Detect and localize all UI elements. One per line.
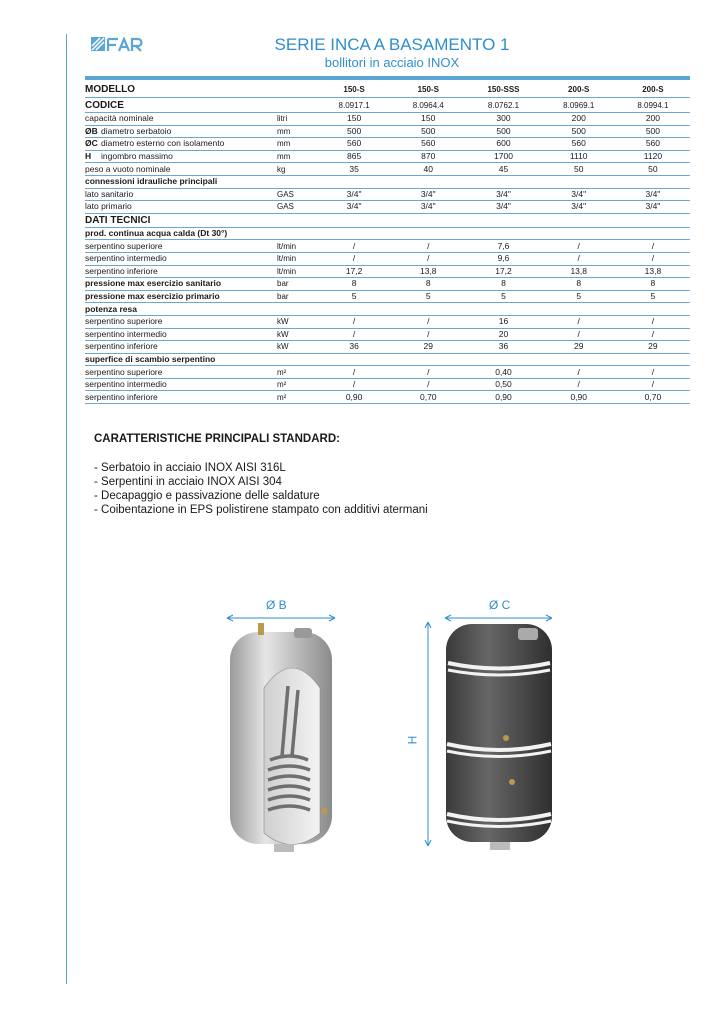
cell-value: 8	[616, 278, 690, 291]
row-label: capacità nominale	[85, 113, 277, 126]
section-row	[85, 227, 690, 240]
row-label: serpentino inferiore	[85, 341, 277, 354]
row-unit: kW	[277, 315, 317, 328]
cell-value: 560	[616, 138, 690, 151]
table-row	[85, 201, 690, 214]
table-row	[85, 240, 690, 253]
section-label: potenza resa	[85, 303, 277, 316]
spec-table	[85, 81, 690, 404]
table-row	[85, 315, 690, 328]
model-code: 8.0969.1	[542, 98, 616, 113]
model-name: 200-S	[542, 81, 616, 98]
cell-value: 20	[465, 328, 541, 341]
cell-value: 865	[317, 150, 391, 163]
cell-value: 1700	[465, 150, 541, 163]
cell-value: /	[616, 315, 690, 328]
cell-value: /	[391, 366, 465, 379]
cell-value: 150	[391, 113, 465, 126]
row-unit: lt/min	[277, 252, 317, 265]
cell-value: /	[391, 240, 465, 253]
cell-value: 8	[391, 278, 465, 291]
table-row	[85, 265, 690, 278]
cell-value: /	[317, 366, 391, 379]
cell-value: 3/4"	[542, 201, 616, 214]
table-row	[85, 125, 690, 138]
dimension-label-b: Ø B	[266, 598, 287, 612]
row-label: peso a vuoto nominale	[85, 163, 277, 176]
cell-value: /	[616, 366, 690, 379]
row-label: serpentino intermedio	[85, 378, 277, 391]
row-unit: kg	[277, 163, 317, 176]
table-row	[85, 290, 690, 303]
row-unit: lt/min	[277, 265, 317, 278]
cell-value: /	[542, 378, 616, 391]
cell-value: /	[317, 252, 391, 265]
row-label: diametro esterno con isolamento	[101, 138, 225, 149]
cell-value: 600	[465, 138, 541, 151]
cell-value: 150	[317, 113, 391, 126]
row-label: serpentino intermedio	[85, 252, 277, 265]
dimension-symbol: ØB	[85, 125, 98, 136]
cell-value: 5	[391, 290, 465, 303]
cell-value: 40	[391, 163, 465, 176]
cell-value: 5	[465, 290, 541, 303]
cell-value: 29	[391, 341, 465, 354]
cell-value: /	[542, 240, 616, 253]
row-unit: m²	[277, 391, 317, 404]
modello-row	[85, 81, 690, 98]
model-code: 8.0762.1	[465, 98, 541, 113]
dimension-symbol: ØC	[85, 138, 98, 149]
cell-value: /	[542, 366, 616, 379]
table-row	[85, 163, 690, 176]
tank-cutaway-drawing	[222, 608, 342, 868]
model-name: 150-S	[391, 81, 465, 98]
codice-label: CODICE	[85, 98, 277, 113]
model-code: 8.0994.1	[616, 98, 690, 113]
cell-value: 1120	[616, 150, 690, 163]
table-row	[85, 328, 690, 341]
row-unit: GAS	[277, 188, 317, 201]
cell-value: /	[542, 315, 616, 328]
cell-value: 0,90	[317, 391, 391, 404]
cell-value: 3/4"	[616, 201, 690, 214]
row-unit: mm	[277, 150, 317, 163]
cell-value: 35	[317, 163, 391, 176]
model-code: 8.0917.1	[317, 98, 391, 113]
row-label: serpentino superiore	[85, 240, 277, 253]
cell-value: 0,90	[542, 391, 616, 404]
row-unit: mm	[277, 138, 317, 151]
row-unit: bar	[277, 278, 317, 291]
cell-value: 36	[317, 341, 391, 354]
cell-value: 0,40	[465, 366, 541, 379]
section-label: superfice di scambio serpentino	[85, 353, 277, 366]
table-row	[85, 341, 690, 354]
row-label: ingombro massimo	[101, 151, 173, 162]
cell-value: 0,90	[465, 391, 541, 404]
table-row	[85, 366, 690, 379]
row-label: lato sanitario	[85, 188, 277, 201]
section-row	[85, 175, 690, 188]
cell-value: 300	[465, 113, 541, 126]
cell-value: 3/4"	[465, 201, 541, 214]
cell-value: /	[317, 328, 391, 341]
cell-value: 560	[317, 138, 391, 151]
cell-value: 0,70	[391, 391, 465, 404]
cell-value: 8	[542, 278, 616, 291]
cell-value: 200	[616, 113, 690, 126]
cell-value: 500	[391, 125, 465, 138]
cell-value: 29	[542, 341, 616, 354]
page-title: SERIE INCA A BASAMENTO 1	[274, 35, 510, 54]
section-row	[85, 353, 690, 366]
row-label: serpentino superiore	[85, 366, 277, 379]
table-row	[85, 188, 690, 201]
cell-value: 29	[616, 341, 690, 354]
cell-value: 1110	[542, 150, 616, 163]
codice-row	[85, 98, 690, 113]
section-row	[85, 213, 690, 227]
table-top-rule	[85, 76, 690, 80]
cell-value: /	[317, 315, 391, 328]
cell-value: 45	[465, 163, 541, 176]
cell-value: 560	[391, 138, 465, 151]
row-unit: kW	[277, 341, 317, 354]
section-label: prod. continua acqua calda (Dt 30°)	[85, 227, 277, 240]
cell-value: 200	[542, 113, 616, 126]
cell-value: /	[616, 378, 690, 391]
cell-value: 16	[465, 315, 541, 328]
cell-value: /	[391, 328, 465, 341]
row-label: pressione max esercizio primario	[85, 290, 277, 303]
row-label: serpentino inferiore	[85, 265, 277, 278]
table-row	[85, 278, 690, 291]
cell-value: /	[616, 252, 690, 265]
cell-value: 13,8	[391, 265, 465, 278]
cell-value: 5	[542, 290, 616, 303]
section-label: connessioni idrauliche principali	[85, 175, 277, 188]
cell-value: 50	[616, 163, 690, 176]
cell-value: /	[616, 240, 690, 253]
cell-value: /	[317, 378, 391, 391]
table-row	[85, 150, 690, 163]
margin-rule	[66, 34, 67, 984]
row-label: pressione max esercizio sanitario	[85, 278, 277, 291]
feature-item: - Serpentini in acciaio INOX AISI 304	[94, 476, 282, 488]
model-name: 150-S	[317, 81, 391, 98]
cell-value: 3/4"	[317, 201, 391, 214]
cell-value: 36	[465, 341, 541, 354]
cell-value: 3/4"	[317, 188, 391, 201]
cell-value: /	[616, 328, 690, 341]
cell-value: /	[391, 315, 465, 328]
cell-value: 7,6	[465, 240, 541, 253]
cell-value: 5	[317, 290, 391, 303]
row-unit: bar	[277, 290, 317, 303]
cell-value: 17,2	[317, 265, 391, 278]
model-name: 200-S	[616, 81, 690, 98]
cell-value: 500	[465, 125, 541, 138]
row-unit: lt/min	[277, 240, 317, 253]
row-label: serpentino inferiore	[85, 391, 277, 404]
row-unit: m²	[277, 366, 317, 379]
model-name: 150-SSS	[465, 81, 541, 98]
feature-item: - Serbatoio in acciaio INOX AISI 316L	[94, 462, 286, 474]
cell-value: 3/4"	[542, 188, 616, 201]
cell-value: 8	[465, 278, 541, 291]
cell-value: 13,8	[542, 265, 616, 278]
features-title: CARATTERISTICHE PRINCIPALI STANDARD:	[94, 433, 340, 445]
table-row	[85, 113, 690, 126]
cell-value: 3/4"	[465, 188, 541, 201]
row-unit: mm	[277, 125, 317, 138]
cell-value: 500	[317, 125, 391, 138]
row-unit: litri	[277, 113, 317, 126]
cell-value: 13,8	[616, 265, 690, 278]
cell-value: 5	[616, 290, 690, 303]
table-row	[85, 378, 690, 391]
cell-value: /	[317, 240, 391, 253]
table-row	[85, 252, 690, 265]
cell-value: 870	[391, 150, 465, 163]
page-subtitle: bollitori in acciaio INOX	[324, 55, 460, 70]
row-unit: kW	[277, 328, 317, 341]
cell-value: 8	[317, 278, 391, 291]
cell-value: 50	[542, 163, 616, 176]
cell-value: /	[542, 328, 616, 341]
row-label: diametro serbatoio	[101, 125, 172, 136]
cell-value: 0,50	[465, 378, 541, 391]
cell-value: 0,70	[616, 391, 690, 404]
cell-value: 3/4"	[391, 188, 465, 201]
cell-value: 500	[616, 125, 690, 138]
row-unit: GAS	[277, 201, 317, 214]
cell-value: /	[542, 252, 616, 265]
modello-label: MODELLO	[85, 81, 277, 98]
cell-value: 9,6	[465, 252, 541, 265]
row-unit: m²	[277, 378, 317, 391]
cell-value: 17,2	[465, 265, 541, 278]
section-row	[85, 303, 690, 316]
cell-value: 560	[542, 138, 616, 151]
dimension-symbol: H	[85, 151, 92, 162]
cell-value: 500	[542, 125, 616, 138]
section-heading: DATI TECNICI	[85, 213, 277, 227]
dimension-label-h: H	[405, 735, 420, 745]
cell-value: /	[391, 378, 465, 391]
dimension-label-c: Ø C	[489, 598, 511, 612]
table-row	[85, 391, 690, 404]
row-label: lato primario	[85, 201, 277, 214]
tank-insulated-drawing	[420, 608, 560, 858]
table-row	[85, 138, 690, 151]
row-label: serpentino intermedio	[85, 328, 277, 341]
model-code: 8.0964.4	[391, 98, 465, 113]
feature-item: - Coibentazione in EPS polistirene stampato con additivi atermani	[94, 504, 428, 516]
cell-value: 3/4"	[391, 201, 465, 214]
row-label: serpentino superiore	[85, 315, 277, 328]
cell-value: /	[391, 252, 465, 265]
feature-item: - Decapaggio e passivazione delle saldature	[94, 490, 320, 502]
cell-value: 3/4"	[616, 188, 690, 201]
